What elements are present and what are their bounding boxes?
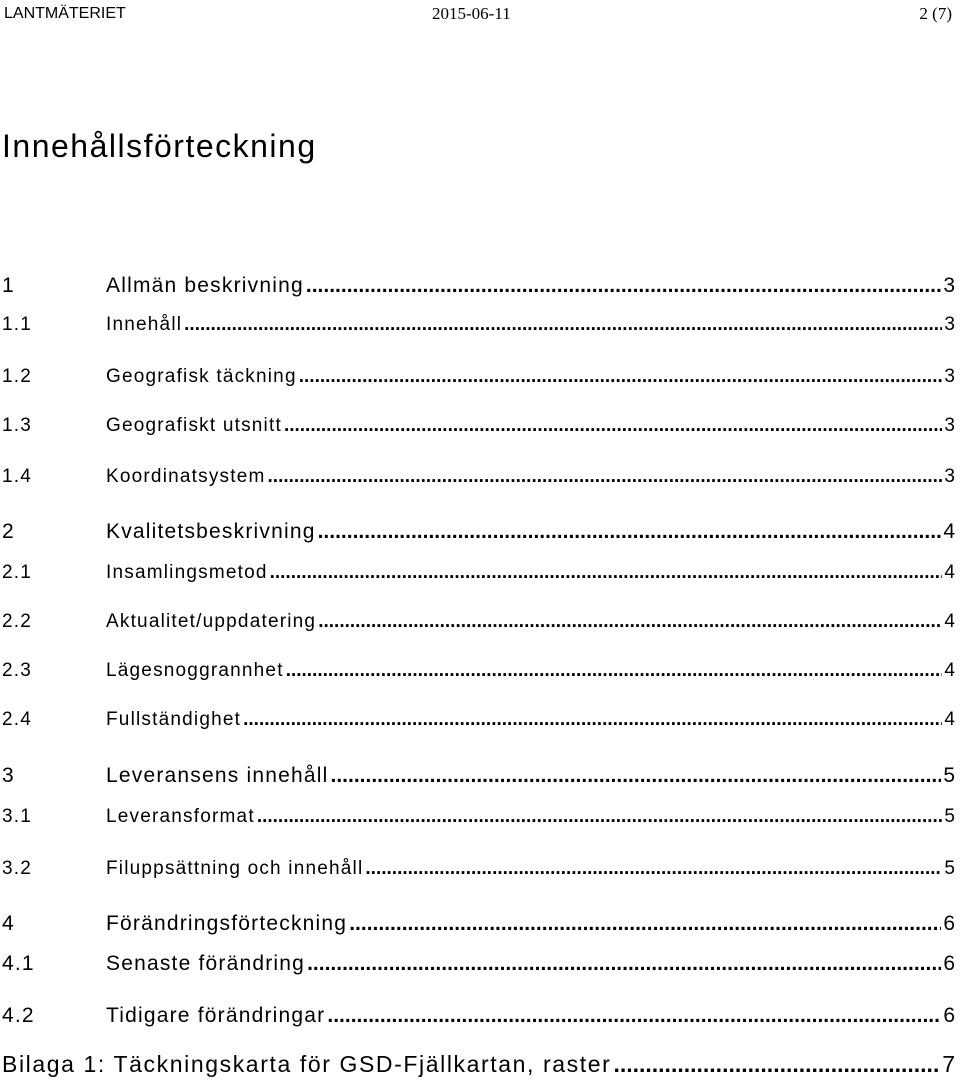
toc-entry-page: 3	[943, 274, 955, 297]
toc-entry-label: Leveransens innehåll	[106, 764, 329, 787]
dot-leader	[330, 763, 941, 789]
toc-entry-label: Geografisk täckning	[106, 366, 297, 387]
dot-leader	[613, 1051, 940, 1077]
toc-entry-number: 2	[2, 520, 15, 543]
toc-entry-label: Lägesnoggrannhet	[106, 660, 284, 681]
toc-entry-label: Bilaga 1: Täckningskarta för GSD-Fjällkartan, raster	[2, 1051, 612, 1077]
toc-entry[interactable]	[2, 413, 955, 439]
toc-entry[interactable]	[2, 951, 955, 977]
dot-leader	[327, 1003, 941, 1029]
dot-leader	[257, 804, 943, 830]
dot-leader	[318, 519, 942, 545]
dot-leader	[286, 658, 943, 684]
toc-entry-page: 6	[943, 912, 955, 935]
toc-entry[interactable]	[2, 364, 955, 390]
dot-leader	[184, 312, 942, 338]
page-number: 2 (7)	[919, 4, 952, 23]
toc-entry-page: 4	[944, 611, 955, 632]
toc-entry-page: 3	[944, 314, 955, 335]
toc-entry[interactable]	[2, 609, 955, 635]
toc-entry[interactable]	[2, 273, 955, 299]
toc-entry-page: 3	[944, 366, 955, 387]
toc-entry-label: Förändringsförteckning	[106, 912, 348, 935]
dot-leader	[349, 911, 941, 937]
dot-leader	[284, 413, 942, 439]
toc-entry-number: 4.1	[2, 952, 35, 975]
toc-entry-label: Tidigare förändringar	[106, 1004, 326, 1027]
dot-leader	[299, 364, 943, 390]
toc-entry-label: Fullständighet	[106, 709, 242, 730]
toc-entry-page: 5	[944, 858, 955, 879]
toc-entry-number: 1	[2, 274, 15, 297]
document-date: 2015-06-11	[432, 4, 511, 23]
toc-entry-number: 2.4	[2, 709, 33, 730]
toc-entry[interactable]	[2, 804, 955, 830]
toc-entry-number: 1.4	[2, 466, 33, 487]
toc-entry[interactable]	[2, 1003, 955, 1029]
toc-entry[interactable]	[2, 658, 955, 684]
toc-entry-page: 6	[943, 1004, 955, 1027]
toc-entry[interactable]	[2, 560, 955, 586]
toc-entry[interactable]	[2, 519, 955, 545]
toc-entry-label: Senaste förändring	[106, 952, 306, 975]
toc-entry[interactable]	[2, 707, 955, 733]
dot-leader	[307, 951, 941, 977]
dot-leader	[243, 707, 942, 733]
toc-entry-page: 3	[944, 466, 955, 487]
dot-leader	[270, 560, 943, 586]
toc-entry-page: 4	[944, 709, 955, 730]
toc-entry[interactable]	[2, 312, 955, 338]
dot-leader	[268, 464, 943, 490]
dot-leader	[365, 856, 942, 882]
toc-entry-label: Geografiskt utsnitt	[106, 415, 282, 436]
toc-entry[interactable]	[2, 763, 955, 789]
toc-entry[interactable]	[2, 911, 955, 937]
toc-entry-page: 7	[942, 1051, 955, 1077]
toc-entry-number: 3	[2, 764, 15, 787]
toc-entry-label: Filuppsättning och innehåll	[106, 858, 364, 879]
toc-entry-page: 5	[944, 806, 955, 827]
toc-entry-label: Leveransformat	[106, 806, 255, 827]
toc-entry-number: 1.1	[2, 314, 33, 335]
toc-entry-number: 2.1	[2, 562, 33, 583]
toc-entry-label: Kvalitetsbeskrivning	[106, 520, 316, 543]
toc-entry-number: 2.3	[2, 660, 33, 681]
toc-entry-page: 6	[943, 952, 955, 975]
toc-entry-label: Allmän beskrivning	[106, 274, 304, 297]
toc-entry-appendix[interactable]	[2, 1051, 955, 1077]
organization-name: LANTMÄTERIET	[4, 5, 126, 22]
toc-entry[interactable]	[2, 464, 955, 490]
toc-entry-number: 3.2	[2, 858, 33, 879]
dot-leader	[318, 609, 942, 635]
toc-entry-page: 4	[943, 520, 955, 543]
toc-entry-number: 2.2	[2, 611, 33, 632]
toc-entry-number: 4.2	[2, 1004, 35, 1027]
toc-entry-number: 1.3	[2, 415, 33, 436]
page-title: Innehållsförteckning	[2, 128, 317, 164]
toc-entry-number: 4	[2, 912, 15, 935]
toc-entry-label: Innehåll	[106, 314, 183, 335]
toc-entry-number: 3.1	[2, 806, 33, 827]
toc-entry-page: 3	[944, 415, 955, 436]
toc-entry-page: 5	[943, 764, 955, 787]
toc-entry[interactable]	[2, 856, 955, 882]
toc-entry-number: 1.2	[2, 366, 33, 387]
dot-leader	[306, 273, 941, 299]
toc-entry-label: Aktualitet/uppdatering	[106, 611, 317, 632]
toc-entry-label: Insamlingsmetod	[106, 562, 268, 583]
toc-entry-label: Koordinatsystem	[106, 466, 266, 487]
toc-entry-page: 4	[944, 660, 955, 681]
toc-entry-page: 4	[944, 562, 955, 583]
